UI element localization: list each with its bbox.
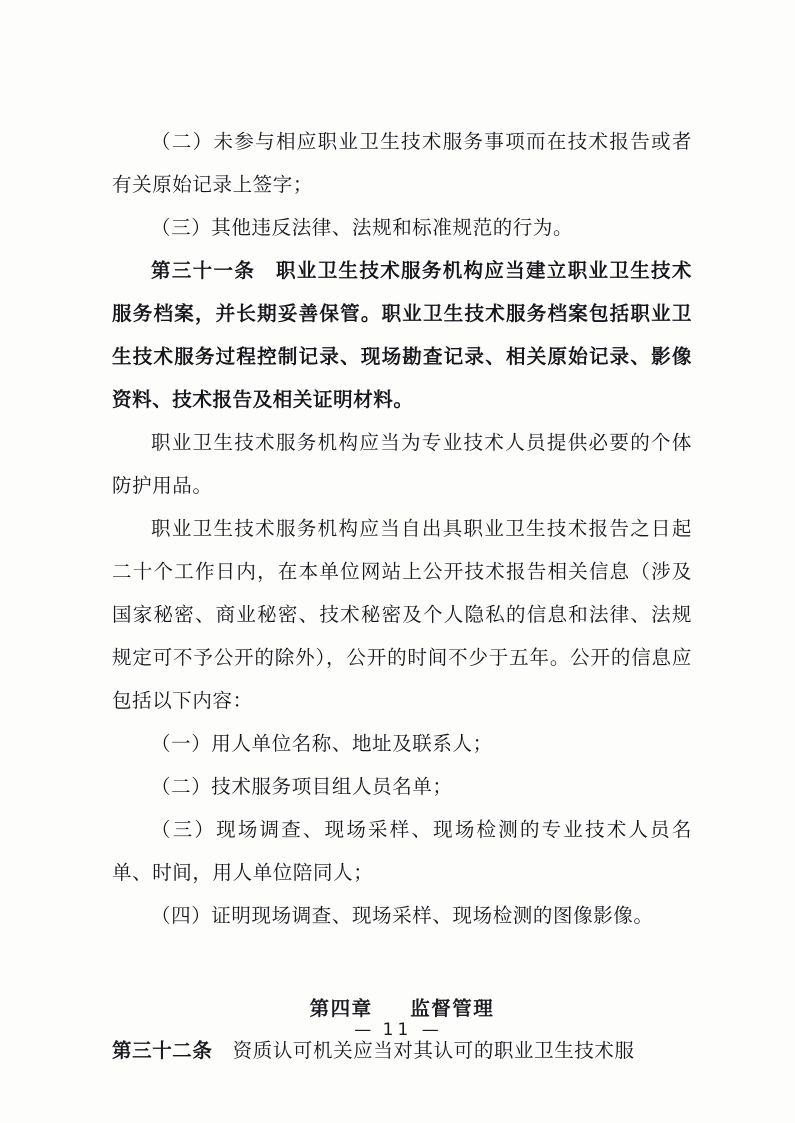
disclosure-item-2: （二）技术服务项目组人员名单；: [151, 775, 453, 798]
article-31-paragraph-3: 职业卫生技术服务机构应当自出具职业卫生技术报告之日起二十个工作日内，在本单位网站上公开技术报告相关信息（涉及国家秘密、商业秘密、技术秘密及个人隐私的信息和法律、法规规定可不予公开的除外），公开的时间不少于五年。公开的信息应包括以下内容：: [112, 517, 692, 712]
chapter-title-text: 监督管理: [410, 997, 495, 1020]
article-32-spacer: [213, 1039, 233, 1062]
page-content: [112, 120, 692, 1072]
article-31-text: 职业卫生技术服务机构应当建立职业卫生技术服务档案，并长期妥善保管。职业卫生技术服务档案包括职业卫生技术服务过程控制记录、现场勘查记录、相关原始记录、影像资料、技术报告及相关证明材料。: [112, 259, 692, 411]
page-number: 11: [382, 1020, 413, 1040]
disclosure-item-3: （三）现场调查、现场采样、现场检测的专业技术人员名单、时间，用人单位陪同人；: [112, 818, 692, 884]
page-footer: [0, 1020, 795, 1040]
article-32-label: 第三十二条: [112, 1039, 213, 1062]
footer-dash-left: —: [354, 1020, 374, 1040]
chapter-heading-spacer: [381, 997, 402, 1020]
article-31-label: 第三十一条: [151, 259, 256, 282]
article-31-paragraph: [112, 249, 692, 421]
disclosure-item-4: （四）证明现场调查、现场采样、现场检测的图像影像。: [151, 904, 654, 927]
article-32-text: 资质认可机关应当对其认可的职业卫生技术服: [232, 1039, 635, 1062]
paragraph-item-2-signature: （二）未参与相应职业卫生技术服务事项而在技术报告或者有关原始记录上签字；: [112, 130, 692, 196]
article-31-paragraph-2: 职业卫生技术服务机构应当为专业技术人员提供必要的个体防护用品。: [112, 431, 692, 497]
chapter-number: 第四章: [309, 997, 373, 1020]
paragraph-item-3-other-violations: （三）其他违反法律、法规和标准规范的行为。: [151, 216, 574, 239]
disclosure-item-1: （一）用人单位名称、地址及联系人；: [151, 732, 493, 755]
footer-dash-right: —: [421, 1020, 441, 1040]
article-31-spacer: [255, 259, 276, 282]
